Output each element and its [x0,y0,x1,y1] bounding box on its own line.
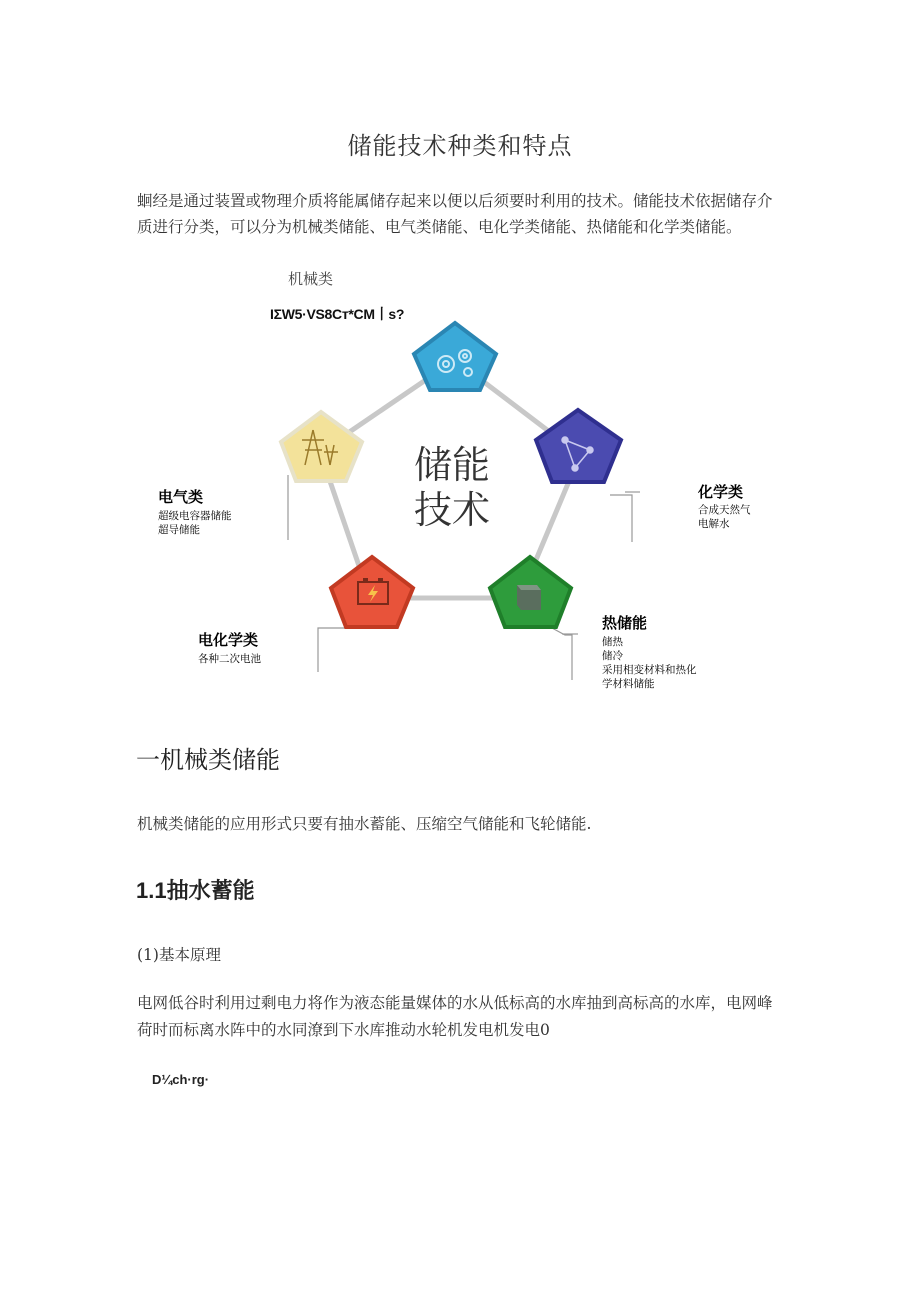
mechanical-garbled-text: IΣW5·VS8Cт*CM丨s? [270,306,405,322]
section1-1-garbled-text: D¼ch·rg· [152,1072,210,1087]
diagram-center-line1: 储能 [413,443,491,487]
page-title: 储能技术种类和特点 [347,132,573,160]
electrochemical-title: 电化学类 [198,631,259,649]
diagram-center-line2: 技术 [413,488,491,532]
chemical-pentagon [536,410,621,482]
mechanical-pentagon [414,323,496,390]
section1-1-title: 抽水蓄能 [166,879,255,904]
section1-1-paragraph: 电网低谷时利用过剩电力将作为液态能量媒体的水从低标高的水库抽到高标高的水库，电网峰荷时而标离水阵中的水同潦到下水库推动水轮机发电机发电0 [137,994,773,1039]
electrochemical-pentagon [331,557,413,627]
chemical-title: 化学类 [698,483,744,501]
intro-paragraph: 蛔经是通过装置或物理介质将能属储存起来以便以后须要时利用的技术。储能技术依据储存介质进行分类，可以分为机械类储能、电气类储能、电化学类储能、热储能和化学类储能。 [137,192,773,236]
mechanical-label: 机械类 [288,270,334,288]
thermal-pentagon [490,557,571,627]
thermal-item-4: 学材料储能 [602,678,655,690]
section1-paragraph: 机械类储能的应用形式只要有抽水蓄能、压缩空气储能和飞轮储能. [137,815,592,833]
thermal-item-2: 储冷 [602,650,623,662]
cube-icon [517,585,541,610]
thermal-item-1: 储热 [602,636,623,648]
chemical-item-1: 合成天然气 [698,504,751,516]
section1-heading: 一机械类储能 [136,746,280,774]
electrical-item-2: 超导储能 [158,524,200,536]
chemical-item-2: 电解水 [698,518,730,530]
electrical-title: 电气类 [158,488,204,506]
electrochemical-item-1: 各种二次电池 [198,653,261,665]
electrical-pentagon [281,412,362,481]
section1-1-subheading: (1)基本原理 [137,946,221,964]
section1-1-number: 1.1 [136,878,167,903]
section1-1-heading [136,874,255,905]
electrical-item-1: 超级电容器储能 [158,510,232,522]
thermal-item-3: 采用相变材料和热化 [602,664,697,676]
thermal-title: 热储能 [602,614,648,632]
